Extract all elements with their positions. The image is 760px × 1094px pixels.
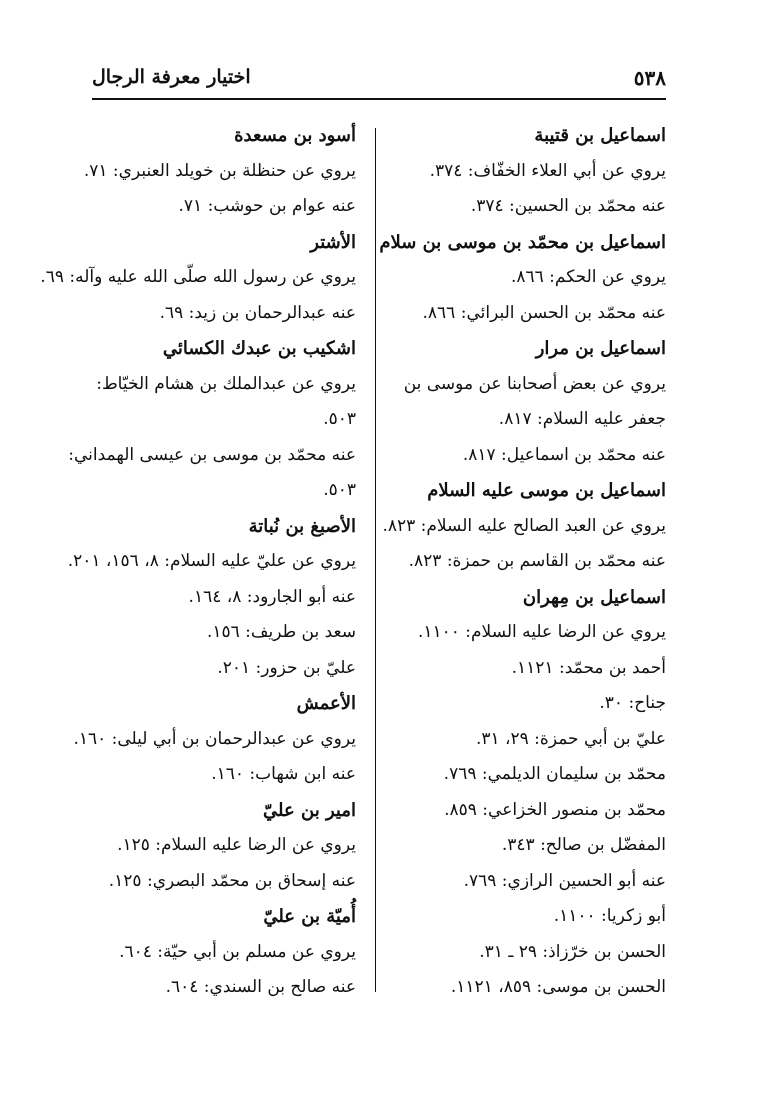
entry-line: عنه أبو الحسين الرازي: ٧٦٩. [463,870,666,891]
entry-heading: امير بن عليّ [263,799,356,821]
entry-line: عنه محمّد بن موسى بن عيسى الهمداني: [68,444,356,465]
entry-heading: اسماعيل بن مِهران [522,586,666,608]
entry-line: يروي عن حنظلة بن خويلد العنبري: ٧١. [83,160,356,181]
entry-line: عنه محمّد بن الحسين: ٣٧٤. [470,196,666,216]
right-column [379,118,666,1006]
header-rule [92,98,666,100]
page-header [92,64,666,94]
entry-line: عنه محمّد بن القاسم بن حمزة: ٨٢٣. [408,551,666,571]
entry-line: يروي عن رسول الله صلّى الله عليه وآله: ٦٩. [40,267,356,287]
entry-line: يروي عن بعض أصحابنا عن موسى بن [403,373,666,394]
page-number: ٥٣٨ [633,66,666,90]
entry-line: عنه محمّد بن الحسن البرائي: ٨٦٦. [422,302,666,323]
entry-heading: أسود بن مسعدة [234,125,356,146]
entry-heading: اسماعيل بن مرار [535,338,666,359]
entry-line: محمّد بن سليمان الديلمي: ٧٦٩. [443,764,666,784]
entry-line: عنه إسحاق بن محمّد البصري: ١٢٥. [108,870,356,891]
book-title: اختيار معرفة الرجال [92,66,251,88]
entry-line: عنه أبو الجارود: ٨، ١٦٤. [188,586,356,607]
entry-line: يروي عن الرضا عليه السلام: ١١٠٠. [417,622,666,642]
entry-line: عليّ بن أبي حمزة: ٢٩، ٣١. [475,728,666,749]
entry-line: ٥٠٣. [323,409,356,429]
entry-line: جعفر عليه السلام: ٨١٧. [498,409,666,429]
entry-line: يروي عن أبي العلاء الخفّاف: ٣٧٤. [429,160,666,181]
entry-line: أحمد بن محمّد: ١١٢١. [511,657,666,678]
entry-heading: الأشتر [310,231,356,253]
left-column [40,118,356,1006]
entry-heading: اشكيب بن عبدك الكسائي [162,338,356,359]
entry-line: عنه عبدالرحمان بن زيد: ٦٩. [159,302,356,323]
entry-line: عنه ابن شهاب: ١٦٠. [211,764,356,784]
entry-line: يروي عن عليّ عليه السلام: ٨، ١٥٦، ٢٠١. [67,551,356,571]
entry-line: يروي عن عبدالملك بن هشام الخيّاط: [96,373,356,394]
entry-line: أبو زكريا: ١١٠٠. [553,906,666,926]
entry-heading: الأعمش [296,693,356,714]
column-divider [375,128,376,992]
entry-line: عنه محمّد بن اسماعيل: ٨١٧. [462,444,666,465]
entry-line: يروي عن مسلم بن أبي حيّة: ٦٠٤. [119,941,356,962]
entry-heading: الأصبغ بن نُباتة [248,515,356,537]
entry-line: عليّ بن حزور: ٢٠١. [217,657,356,678]
entry-heading: اسماعيل بن موسى عليه السلام [427,480,666,501]
entry-line: الحسن بن خرّزاذ: ٢٩ ـ ٣١. [479,941,666,962]
entry-line: يروي عن الحكم: ٨٦٦. [510,267,666,287]
entry-heading: أُميّة بن عليّ [263,906,356,927]
entry-line: يروي عن عبدالرحمان بن أبي ليلى: ١٦٠. [73,728,356,749]
entry-line: محمّد بن منصور الخزاعي: ٨٥٩. [444,799,666,820]
entry-line: يروي عن الرضا عليه السلام: ١٢٥. [117,835,356,855]
entry-line: المفضّل بن صالح: ٣٤٣. [501,835,666,855]
entry-line: سعد بن طريف: ١٥٦. [206,622,356,642]
entry-line: ٥٠٣. [323,480,356,500]
entry-line: جناح: ٣٠. [599,693,666,713]
entry-heading: اسماعيل بن قتيبة [534,125,666,146]
entry-line: يروي عن العبد الصالح عليه السلام: ٨٢٣. [382,515,666,536]
entry-line: عنه عوام بن حوشب: ٧١. [178,196,356,216]
entry-line: الحسن بن موسى: ٨٥٩، ١١٢١. [450,977,666,997]
entry-line: عنه صالح بن السندي: ٦٠٤. [165,977,356,997]
entry-heading: اسماعيل بن محمّد بن موسى بن سلام [379,231,666,253]
